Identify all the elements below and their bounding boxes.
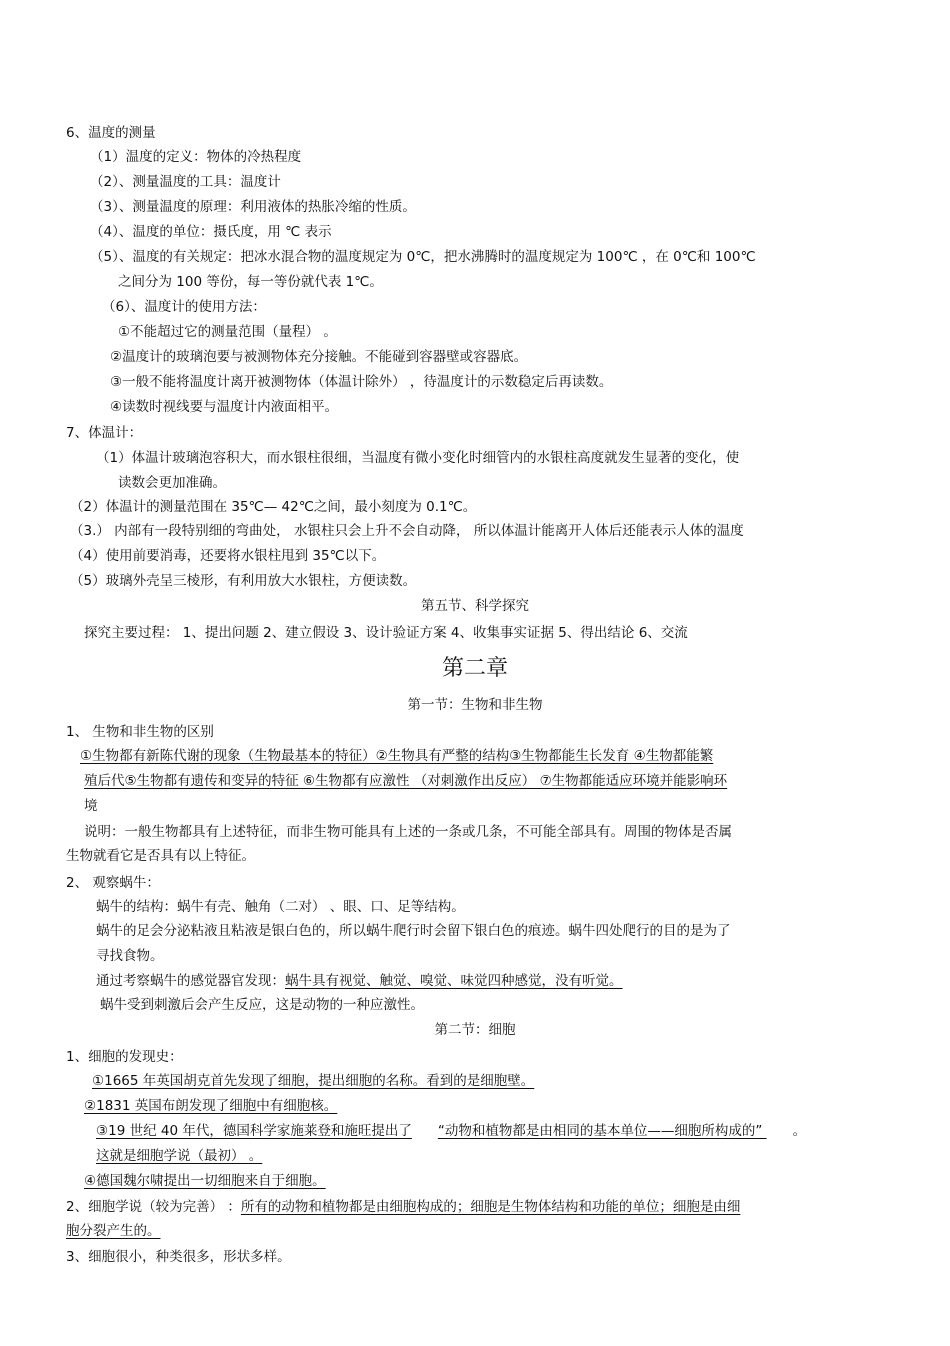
- list-item: ③一般不能将温度计离开被测物体（体温计除外） ，待温度计的示数稳定后再读数。: [110, 374, 613, 390]
- text-line: （3.） 内部有一段特别细的弯曲处， 水银柱只会上升不会自动降， 所以体温计能离开人体后还能表示人体的温度: [70, 523, 744, 539]
- text-line: （5）、温度的有关规定：把冰水混合物的温度规定为 0℃，把水沸腾时的温度规定为 100℃ ，在 0℃和 100℃: [90, 249, 756, 265]
- text-line: （4）使用前要消毒，还要将水银柱甩到 35℃以下。: [70, 548, 386, 564]
- text-line: 3、细胞很小，种类很多，形状多样。: [66, 1249, 291, 1265]
- list-item: ②温度计的玻璃泡要与被测物体充分接触。不能碰到容器壁或容器底。: [110, 349, 528, 365]
- text-span: “动物和植物都是由相同的基本单位——细胞所构成的”: [437, 1123, 767, 1139]
- text-line: 生物就看它是否具有以上特征。: [66, 848, 255, 864]
- text-line: （1）体温计玻璃泡容积大，而水银柱很细，当温度有微小变化时细管内的水银柱高度就发生显著的变化，使: [96, 450, 740, 466]
- text-line: 殖后代⑤生物都有遗传和变异的特征 ⑥生物都有应激性 （对刺激作出反应） ⑦生物都能适应环境并能影响环: [84, 773, 728, 789]
- text-line: （3）、测量温度的原理：利用液体的热胀冷缩的性质。: [90, 199, 416, 215]
- subheading: 1、 生物和非生物的区别: [66, 724, 214, 740]
- section-heading-temperature: 6、温度的测量: [66, 125, 156, 141]
- text-line: （4）、温度的单位：摄氏度，用 ℃ 表示: [90, 224, 332, 240]
- text-line: 说明：一般生物都具有上述特征，而非生物可能具有上述的一条或几条，不可能全部具有。周围的物体是否属: [84, 824, 732, 840]
- text-span: 2、细胞学说（较为完善） ：: [66, 1199, 241, 1215]
- list-item: ②1831 英国布朗发现了细胞中有细胞核。: [84, 1098, 338, 1114]
- text-span: 。: [792, 1123, 807, 1139]
- text-line: （5）玻璃外壳呈三棱形，有利用放大水银柱，方便读数。: [70, 573, 417, 589]
- text-line: 蜗牛受到刺激后会产生反应，这是动物的一种应激性。: [100, 997, 424, 1013]
- text-line: 胞分裂产生的。: [66, 1223, 161, 1239]
- chapter-title: 第二章: [441, 656, 508, 681]
- text-line: ①生物都有新陈代谢的现象（生物最基本的特征）②生物具有严整的结构③生物都能生长发育 ④生物都能繁: [80, 748, 714, 764]
- section-title: 第二节：细胞: [434, 1022, 516, 1038]
- section-heading-thermometer: 7、体温计：: [66, 425, 143, 441]
- text-line: [96, 972, 623, 990]
- text-span: ③19 世纪 40 年代，德国科学家施莱登和施旺提出了: [96, 1123, 412, 1139]
- text-line: （6）、温度计的使用方法：: [102, 299, 266, 315]
- inquiry-steps: 探究主要过程： 1、提出问题 2、建立假设 3、设计验证方案 4、收集事实证据 5、得出结论 6、交流: [84, 625, 688, 641]
- subheading: 1、细胞的发现史：: [66, 1049, 183, 1065]
- text-line: 之间分为 100 等份，每一等份就代表 1℃。: [118, 274, 383, 290]
- text-line: [66, 1198, 740, 1216]
- text-line: 蜗牛的足会分泌粘液且粘液是银白色的，所以蜗牛爬行时会留下银白色的痕迹。蜗牛四处爬行的目的是为了: [96, 923, 731, 939]
- text-line: 读数会更加准确。: [118, 475, 226, 491]
- section-title: 第一节：生物和非生物: [407, 697, 543, 713]
- list-item: [96, 1122, 806, 1140]
- list-item: ④读数时视线要与温度计内液面相平。: [110, 399, 339, 415]
- list-item: ①不能超过它的测量范围（量程） 。: [118, 324, 337, 340]
- text-line: 境: [84, 798, 98, 814]
- text-span: 通过考察蜗牛的感觉器官发现：: [96, 973, 285, 989]
- subheading: 2、 观察蜗牛：: [66, 875, 160, 891]
- text-line: （1）温度的定义：物体的冷热程度: [90, 149, 302, 165]
- text-line: 寻找食物。: [96, 948, 164, 964]
- list-item: ④德国魏尔啸提出一切细胞来自于细胞。: [84, 1173, 326, 1189]
- list-item: ①1665 年英国胡克首先发现了细胞，提出细胞的名称。看到的是细胞壁。: [92, 1073, 535, 1089]
- text-line: 蜗牛的结构：蜗牛有壳、触角（二对） 、眼、口、足等结构。: [96, 899, 465, 915]
- text-line: （2）体温计的测量范围在 35℃— 42℃之间，最小刻度为 0.1℃。: [70, 499, 477, 515]
- text-span: 蜗牛具有视觉、触觉、嗅觉、味觉四种感觉，没有听觉。: [285, 973, 623, 989]
- text-line: 这就是细胞学说（最初） 。: [96, 1148, 263, 1164]
- section-title: 第五节、科学探究: [421, 598, 529, 614]
- text-span: 所有的动物和植物都是由细胞构成的；细胞是生物体结构和功能的单位；细胞是由细: [240, 1199, 741, 1215]
- text-line: （2）、测量温度的工具：温度计: [90, 174, 281, 190]
